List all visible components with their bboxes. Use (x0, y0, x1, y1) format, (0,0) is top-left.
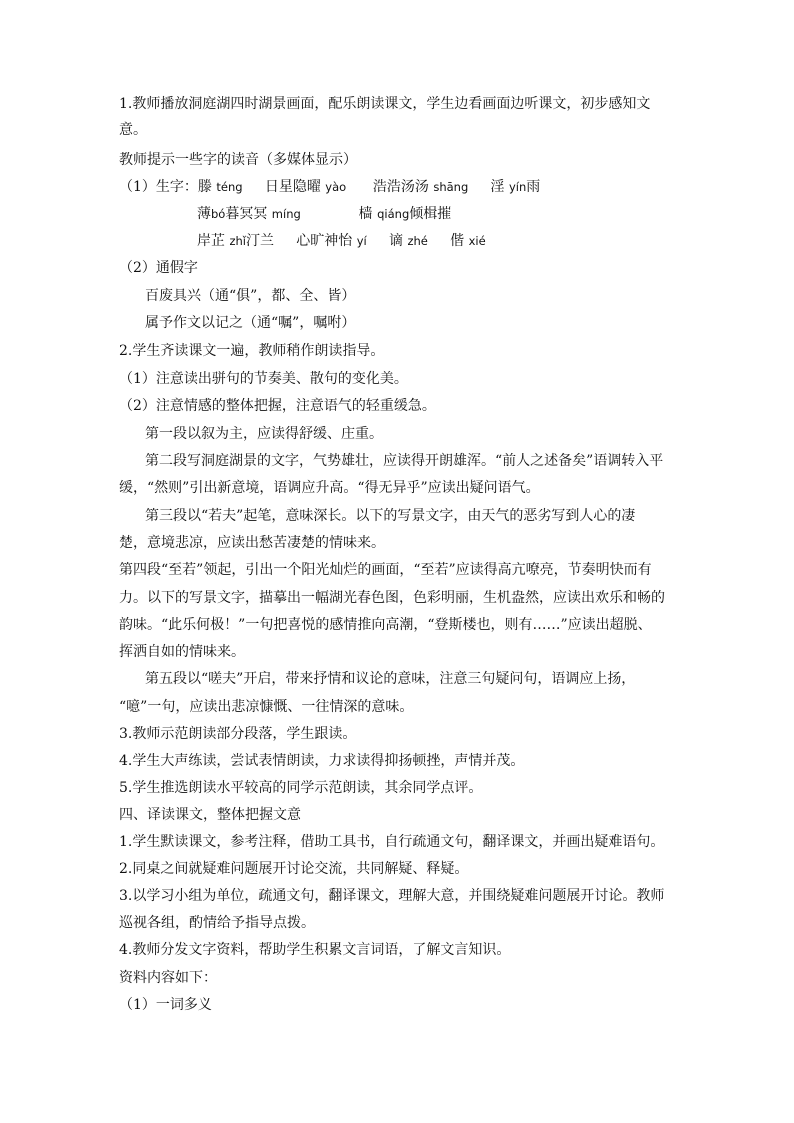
text-line: 第二段写洞庭湖景的文字，气势雄壮，应读得开朗雄浑。“前人之述备矣”语调转入平 (145, 453, 664, 469)
new-characters-row-2 (197, 204, 757, 224)
text-line: 1.学生默读课文，参考注释，借助工具书，自行疏通文句，翻译课文，并画出疑难语句。 (119, 834, 665, 850)
pinyin: yào (325, 180, 347, 194)
text-line: 5.学生推选朗读水平较高的同学示范朗读，其余同学点评。 (119, 780, 483, 796)
new-characters-row-3 (197, 231, 757, 251)
text-line: 第四段“至若”领起，引出一个阳光灿烂的画面，“至若”应读得高亢嘹亮，节奏明快而有 (119, 562, 652, 578)
text-line: 1.教师播放洞庭湖四时湖景画面，配乐朗读课文，学生边看画面边听课文，初步感知文 (119, 96, 651, 112)
new-characters-row-1 (119, 177, 679, 197)
char: 谪 (388, 233, 403, 249)
char: 倾楫摧 (409, 206, 452, 222)
text-line: 第五段以“嗟夫”开启，带来抒情和议论的意味，注意三句疑问句，语调应上扬， (145, 671, 636, 687)
char: 汀兰 (245, 233, 274, 249)
text-line: 韵味。“此乐何极！”一句把喜悦的感情推向高潮，“登斯楼也，则有……”应读出超脱、 (119, 617, 652, 633)
char: 日星隐曜 (264, 179, 321, 195)
text-line: 挥洒自如的情味来。 (119, 644, 245, 660)
text-line: 楚，意境悲凉，应读出愁苦凄楚的情味来。 (119, 535, 385, 551)
text-line: 教师提示一些字的读音（多媒体显示） (119, 152, 357, 168)
text-line: 第三段以“若夫”起笔，意味深长。以下的写景文字，由天气的恶劣写到人心的凄 (145, 508, 636, 524)
pinyin: zhǐ (229, 234, 246, 248)
pinyin: qiáng (377, 207, 410, 221)
pinyin: shāng (433, 180, 469, 194)
pinyin: zhé (407, 234, 428, 248)
char: 浩浩汤汤 (372, 179, 429, 195)
char: 雨 (526, 179, 541, 195)
text-line: （1）注意读出骈句的节奏美、散句的变化美。 (119, 371, 408, 387)
text-line: 意。 (119, 122, 147, 138)
text-line: “噫”一句，应读出悲凉慷慨、一往情深的意味。 (119, 699, 414, 715)
text-line: （2）通假字 (119, 260, 198, 276)
char: 心旷神怡 (296, 233, 353, 249)
pinyin: bó (211, 207, 226, 221)
text-line: 3.以学习小组为单位，疏通文句，翻译课文，理解大意，并围绕疑难问题展开讨论。教师 (119, 888, 665, 904)
text-line: 缓，“然则”引出新意境，语调应升高。“得无异乎”应读出疑问语气。 (119, 480, 540, 496)
text-line: 力。以下的写景文字，描摹出一幅湖光春色图，色彩明丽，生机盎然，应读出欢乐和畅的 (119, 590, 665, 606)
text-line: 2.同桌之间就疑难问题展开讨论交流，共同解疑、释疑。 (119, 861, 469, 877)
char: 薄 (197, 206, 211, 222)
char: 滕 (197, 179, 212, 195)
new-characters-label: （1）生字： (119, 179, 198, 195)
pinyin: xié (468, 234, 486, 248)
char: 淫 (490, 179, 505, 195)
text-line: 第一段以叙为主，应读得舒缓、庄重。 (145, 426, 383, 442)
text-line: 资料内容如下： (119, 970, 217, 986)
text-line: 百废具兴（通“俱”，都、全、皆） (145, 288, 356, 304)
text-line: 属予作文以记之（通“嘱”，嘱咐） (145, 315, 356, 331)
section-heading: 四、译读课文，整体把握文意 (119, 807, 301, 823)
text-line: （1）一词多义 (119, 997, 212, 1013)
pinyin: yí (356, 234, 367, 248)
text-line: 4.学生大声练读，尝试表情朗读，力求读得抑扬顿挫，声情并茂。 (119, 753, 525, 769)
text-line: 3.教师示范朗读部分段落，学生跟读。 (119, 726, 357, 742)
text-line: 2.学生齐读课文一遍，教师稍作朗读指导。 (119, 343, 385, 359)
pinyin: míng (271, 207, 301, 221)
pinyin: téng (216, 180, 243, 194)
text-line: 4.教师分发文字资料，帮助学生积累文言词语，了解文言知识。 (119, 942, 511, 958)
char: 岸芷 (197, 233, 225, 249)
char: 暮冥冥 (225, 206, 268, 222)
char: 樯 (358, 206, 373, 222)
char: 偕 (450, 233, 465, 249)
text-line: 巡视各组，酌情给予指导点拨。 (119, 915, 315, 931)
text-line: （2）注意情感的整体把握，注意语气的轻重缓急。 (119, 398, 436, 414)
pinyin: yín (508, 180, 527, 194)
